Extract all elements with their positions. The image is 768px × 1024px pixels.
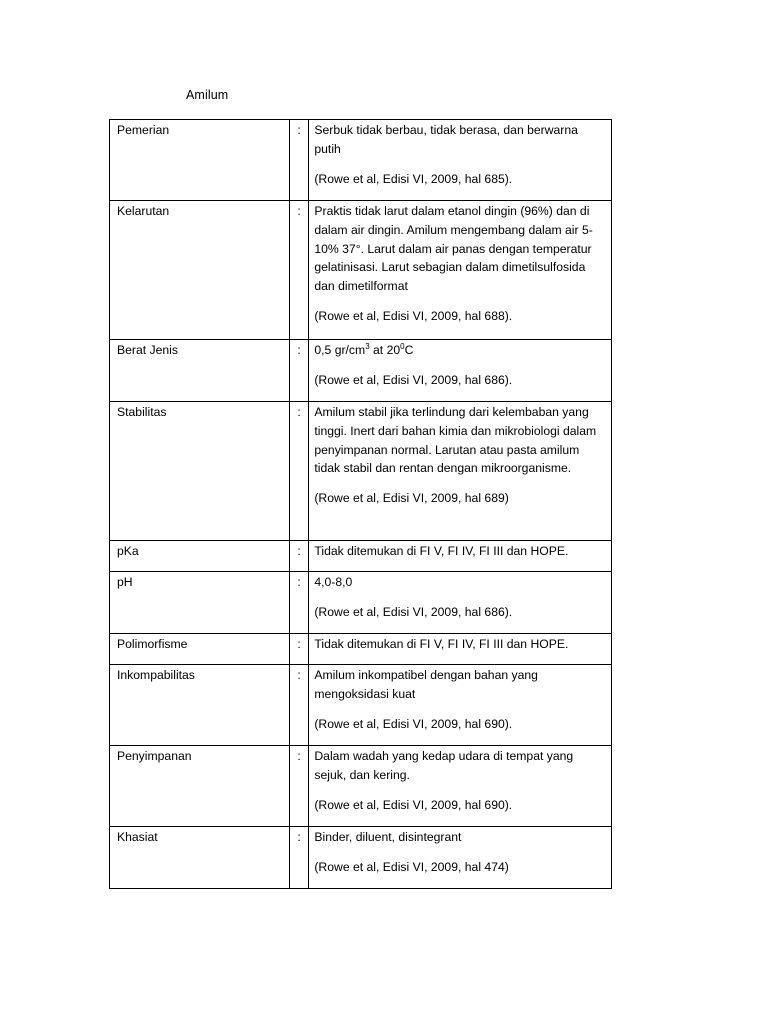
row-reference: (Rowe et al, Edisi VI, 2009, hal 689) bbox=[314, 491, 509, 506]
row-colon: : bbox=[290, 541, 309, 572]
row-value bbox=[309, 746, 612, 827]
row-value bbox=[309, 827, 612, 889]
row-label: Berat Jenis bbox=[110, 340, 290, 402]
row-description: Serbuk tidak berbau, tidak berasa, dan berwarna putih bbox=[314, 123, 578, 156]
row-description bbox=[314, 341, 603, 360]
row-berat-jenis bbox=[110, 340, 612, 402]
row-value bbox=[309, 201, 612, 340]
document-title: Amilum bbox=[186, 88, 229, 102]
row-description: Amilum stabil jika terlindung dari kelembaban yang tinggi. Inert dari bahan kimia dan mikrobiologi dalam penyimpanan normal. Larutan atau pasta amilum tidak stabil dan rentan dengan mikroorganisme. bbox=[314, 405, 597, 476]
row-description: Binder, diluent, disintegrant bbox=[314, 830, 462, 844]
row-colon: : bbox=[290, 634, 309, 665]
monograph-table bbox=[109, 119, 612, 889]
row-value bbox=[309, 572, 612, 634]
row-label: Pemerian bbox=[110, 120, 290, 201]
row-value bbox=[309, 541, 612, 572]
row-label: Khasiat bbox=[110, 827, 290, 889]
row-reference: (Rowe et al, Edisi VI, 2009, hal 688). bbox=[314, 308, 513, 323]
celsius-unit: C bbox=[404, 343, 414, 357]
row-reference: (Rowe et al, Edisi VI, 2009, hal 686). bbox=[314, 604, 513, 619]
row-colon: : bbox=[290, 572, 309, 634]
row-value bbox=[309, 402, 612, 541]
row-label: Stabilitas bbox=[110, 402, 290, 541]
row-description: Amilum inkompatibel dengan bahan yang mengoksidasi kuat bbox=[314, 668, 538, 701]
row-reference: (Rowe et al, Edisi VI, 2009, hal 474) bbox=[314, 859, 509, 874]
row-value bbox=[309, 665, 612, 746]
row-value bbox=[309, 120, 612, 201]
row-description: 4,0-8,0 bbox=[314, 575, 353, 589]
row-label: pKa bbox=[110, 541, 290, 572]
row-description: Praktis tidak larut dalam etanol dingin (96%) dan di dalam air dingin. Amilum mengembang dalam air 5-10% 37°. Larut dalam air panas dengan temperatur gelatinisasi. Larut sebagian dalam dimetilsulfosida dan dimetilformat bbox=[314, 204, 593, 294]
density-unit-exponent: 3 bbox=[365, 341, 370, 351]
row-pemerian bbox=[110, 120, 612, 201]
row-value bbox=[309, 634, 612, 665]
degree-symbol: 0 bbox=[400, 341, 405, 351]
row-colon: : bbox=[290, 746, 309, 827]
row-pka bbox=[110, 541, 612, 572]
density-value: 0,5 gr/cm bbox=[314, 343, 366, 357]
row-reference: (Rowe et al, Edisi VI, 2009, hal 690). bbox=[314, 716, 513, 731]
row-label: Penyimpanan bbox=[110, 746, 290, 827]
row-colon: : bbox=[290, 340, 309, 402]
row-reference: (Rowe et al, Edisi VI, 2009, hal 690). bbox=[314, 797, 513, 812]
density-temperature: at 20 bbox=[369, 343, 401, 357]
row-ph bbox=[110, 572, 612, 634]
row-label: Inkompabilitas bbox=[110, 665, 290, 746]
row-colon: : bbox=[290, 201, 309, 340]
row-colon: : bbox=[290, 120, 309, 201]
row-label: pH bbox=[110, 572, 290, 634]
row-reference: (Rowe et al, Edisi VI, 2009, hal 686). bbox=[314, 372, 513, 387]
row-description: Dalam wadah yang kedap udara di tempat yang sejuk, dan kering. bbox=[314, 749, 574, 782]
row-khasiat bbox=[110, 827, 612, 889]
row-label: Polimorfisme bbox=[110, 634, 290, 665]
row-value bbox=[309, 340, 612, 402]
row-penyimpanan bbox=[110, 746, 612, 827]
row-reference: (Rowe et al, Edisi VI, 2009, hal 685). bbox=[314, 171, 513, 186]
row-colon: : bbox=[290, 665, 309, 746]
row-description: Tidak ditemukan di FI V, FI IV, FI III dan HOPE. bbox=[314, 637, 569, 651]
row-colon: : bbox=[290, 402, 309, 541]
row-label: Kelarutan bbox=[110, 201, 290, 340]
row-inkompabilitas bbox=[110, 665, 612, 746]
row-colon: : bbox=[290, 827, 309, 889]
row-stabilitas bbox=[110, 402, 612, 541]
row-polimorfisme bbox=[110, 634, 612, 665]
row-kelarutan bbox=[110, 201, 612, 340]
row-description: Tidak ditemukan di FI V, FI IV, FI III dan HOPE. bbox=[314, 544, 569, 558]
